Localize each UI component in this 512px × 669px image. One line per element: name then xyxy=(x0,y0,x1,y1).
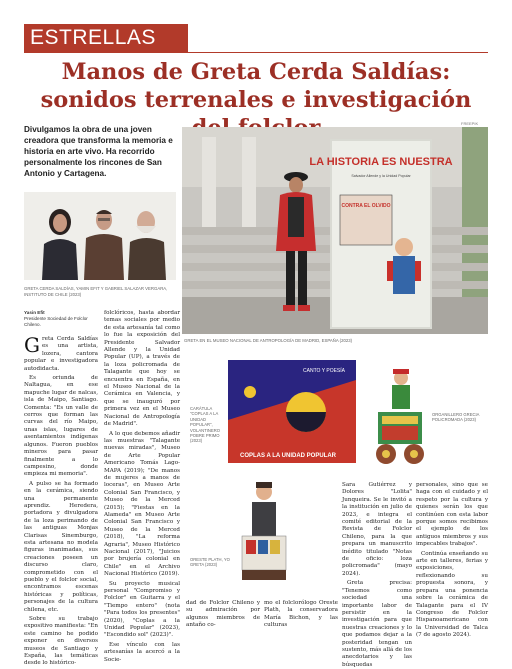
main-photo xyxy=(182,127,488,334)
lead-paragraph: Divulgamos la obra de una joven creadora que transforma la memoria e historia en arte vivo. Ha recorrido personalmente los rincones de San Antonio y Cartagena. xyxy=(24,125,173,178)
byline-name: Yasin Efit xyxy=(24,310,45,315)
byline xyxy=(24,310,94,328)
body-column-6 xyxy=(416,482,488,639)
col6-paragraph-1: personales, sino que se haga con el cuidado y el respeto por la cultura y quienes serán los que continúen con esta labor porque somos recibimos el ejemplo de los antiguos miembros y sus impecables trabajos". xyxy=(416,482,488,548)
col1-paragraph-3: A pulso se ha formado en la cerámica, siendo una permanente aprendiz. Heredera, portadora y divulgadora de la loza perimando de las antiguas Monjas Clarisas Sinemburgo, esta artesana no modela figuras inanimadas, sus creaciones poseen un discurso claro, comprometido con el pueblo y el folclor social, encontramos escenas históricas y políticas, personajes de la cultura chilena, etc. xyxy=(24,480,98,613)
album-caption: CARÁTULA "COPLAS A LA UNIDAD POPULAR", VOLANTINERO POBRE PRIMO (2023) xyxy=(190,406,221,444)
body-column-5 xyxy=(342,482,412,668)
body-column-3 xyxy=(186,600,260,634)
col2-paragraph-2: A lo que debemos añadir las muestras "Talagante nuevas miradas", Museo de Arte Popular Americano Tomás Lago-MAPA (2019); "De manos de mujeres a manos de loceras", en Museo Arte Colonial San Francisco, y Museo de la Merced (2015); "Fiestas en la Alameda" en Museo Arte Colonial San Francisco y Museo de la Merced (2018), "La reforma Agraria", Museo Histórico Nacional (2017), "Juicios por brujería colonial en Chile" en el Archivo Nacional Histórico (2019). xyxy=(104,430,180,578)
oreste-caption: ORESTE PLATH, YO GRETA (2023) xyxy=(190,557,230,568)
col5-paragraph-2: Greta precisa: "Tenemos como sociedad una importante labor de persistir en la investigación para que nuestras creaciones y lo que podamos dejar a la posteridad tengan un sustento, más allá de los anecdotarios y las búsquedas xyxy=(342,580,412,668)
body-column-2 xyxy=(104,310,180,663)
col4-paragraph: mo el folclorólogo Oreste Plath, la conservadora María Bichon, y las culturas xyxy=(264,600,338,629)
photo-credit: FREEPIK xyxy=(461,121,479,126)
main-photo-caption: GRETA EN EL MUSEO NACIONAL DE ANTROPOLOGÍA DE MADRID, ESPAÑA (2023) xyxy=(184,338,353,343)
body-column-1 xyxy=(24,333,98,667)
col5-paragraph-1: Sara Gutiérrez y Dolores "Lolita" Junqueira. Se le invitó a la institución en julio de 2023, e integra el comité editorial de la Revista de Folclor Chileno, para la que prepara un manuscrito inédito titulado "Notas de oficio: loza policromada" (mayo 2024). xyxy=(342,482,412,577)
col2-paragraph-4: Ese vínculo con las artesanías la acercó a la Socie- xyxy=(104,641,180,663)
col2-paragraph-3: Su proyecto musical personal "Compromiso y Folclor" en Guitarra y el "Tiempo entero" (nota "Para todos los presentes" (2020), "Coplas a la Unidad Popular" (2023), "Escondido sol" (2023)". xyxy=(104,580,180,639)
album-top-text: CANTO Y POESÍA xyxy=(303,368,345,374)
oreste-photo xyxy=(238,476,290,586)
byline-role: Presidente Sociedad de Folclor Chileno. xyxy=(24,316,88,327)
banner-subtitle: Salvador Allende y la Unidad Popular xyxy=(351,174,411,178)
section-rule xyxy=(24,52,488,53)
col3-paragraph: dad de Folclor Chileno y su admiración por algunos miembros de antaño co- xyxy=(186,600,260,629)
col2-paragraph-1: folclóricos, hasta abordar temas sociales por medio de esta artesanía tal como lo fue la exposición del Presidente Salvador Allende y la Unidad Popular (UP), a través de la loza policromada de Talagante que hoy se encuentra en España, en el Museo Nacional de la Cerámica en Valencia, y que se inauguró por primera vez en el Museo Nacional de Antropología de Madrid". xyxy=(104,310,180,428)
album-bottom-text: COPLAS A LA UNIDAD POPULAR xyxy=(240,453,336,459)
body-column-4 xyxy=(264,600,338,634)
headline: Manos de Greta Cerda Saldías: sonidos terrenales e investigación xyxy=(40,59,472,113)
col6-paragraph-2: Continúa enseñando su arte en talleres, ferias y exposiciones, reflexionando su propuesta sonora, y prepara una ponencia sobre la cerámica de Talagante para el IV Congreso de Folclor Hispanoamericano con la Universidad de Talca (7 de agosto 2024). xyxy=(416,550,488,639)
people-photo xyxy=(24,192,176,280)
organillero-caption: ORGANILLERO GRECIA POLICROMADA (2023) xyxy=(432,412,480,423)
organillero-photo xyxy=(372,360,428,476)
col1-paragraph-4: Sobre su trabajo expositivo manifiesta: "En este camino he podido exponer en diversos museos de Santiago y España, las temáticas desde lo histórico- xyxy=(24,616,98,667)
drop-cap: G xyxy=(24,333,40,357)
banner-inset: CONTRA EL OLVIDO xyxy=(341,203,391,209)
col1-paragraph-1: reta Cerda Saldías es una artista, lozera, cantora popular e investigadora autodidacta. xyxy=(24,336,98,372)
banner-title: LA HISTORIA ES NUESTRA xyxy=(309,156,453,168)
col1-paragraph-2: Es oriunda de Naltagua, en ese mapuche lugar de nalcas, isla de Maipo, Santiago. Comenta: "Es un valle de cerros que forman las curvas del río Maipo, unas islas, lugares de asentamientos indígenas algunos. Fueron pueblos mineros para pasar finalmente a lo campesino, donde empieza mi memoria". xyxy=(24,375,98,478)
album-art xyxy=(228,360,356,463)
people-caption: GRETA CERDA SALDÍAS, YAMIN EFIT Y GABRIEL SALAZAR VERGARA, INSTITUTO DE CHILE (2023) xyxy=(24,286,168,297)
section-tag: ESTRELLAS xyxy=(24,24,188,52)
